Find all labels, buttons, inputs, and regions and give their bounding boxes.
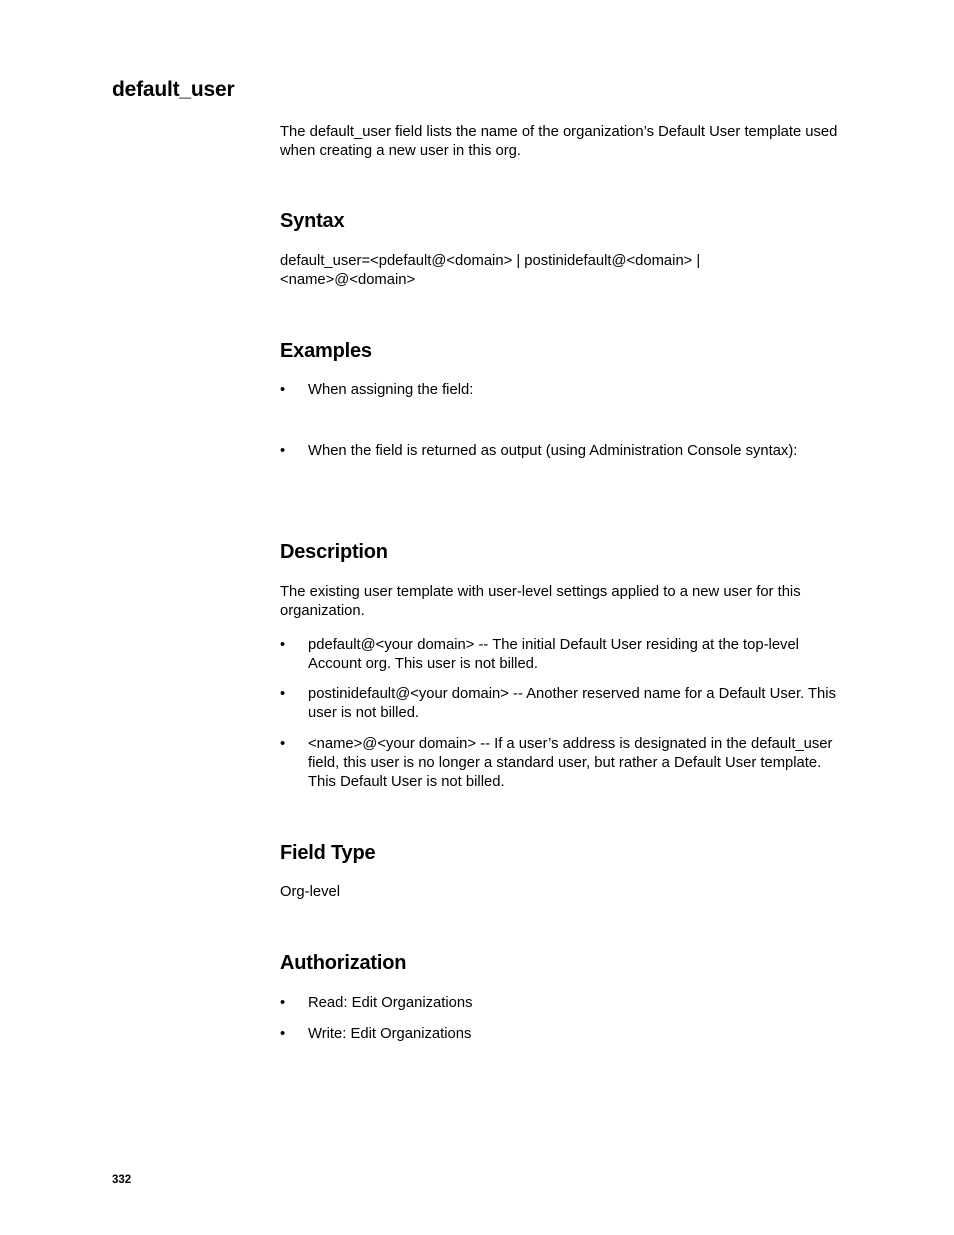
description-paragraph	[280, 583, 840, 621]
authorization-item-text: Write: Edit Organizations	[308, 1026, 472, 1042]
description-text: The existing user template with user-level settings applied to a new user for this organization.	[280, 584, 801, 619]
examples-item-text: When assigning the field:	[308, 382, 474, 398]
description-item-text: pdefault@<your domain> -- The initial Default User residing at the top-level Account org. This user is not billed.	[308, 637, 799, 672]
bullet-icon: •	[280, 995, 286, 1011]
authorization-heading: Authorization	[280, 952, 407, 974]
intro-text: The default_user field lists the name of the organization’s Default User template used when creating a new user in this org.	[280, 124, 838, 159]
intro-paragraph	[280, 123, 840, 161]
field-type-text: Org-level	[280, 884, 341, 900]
bullet-icon: •	[280, 686, 286, 702]
syntax-block	[280, 252, 840, 290]
page-title: default_user	[112, 78, 235, 101]
authorization-item-text: Read: Edit Organizations	[308, 995, 473, 1011]
examples-heading: Examples	[280, 340, 372, 362]
field-type-paragraph	[280, 883, 840, 902]
syntax-line-2: <name>@<domain>	[280, 272, 416, 288]
field-type-heading: Field Type	[280, 842, 376, 864]
page-number: 332	[112, 1174, 132, 1186]
syntax-heading: Syntax	[280, 210, 345, 232]
description-item-text: <name>@<your domain> -- If a user’s address is designated in the default_user field, this user is no longer a standard user, but rather a Default User template. This Default User is not billed.	[308, 736, 833, 790]
bullet-icon: •	[280, 443, 286, 459]
description-item-text: postinidefault@<your domain> -- Another reserved name for a Default User. This user is not billed.	[308, 686, 836, 721]
bullet-icon: •	[280, 382, 286, 398]
examples-item-text: When the field is returned as output (using Administration Console syntax):	[308, 443, 798, 459]
bullet-icon: •	[280, 736, 286, 752]
syntax-line-1: default_user=<pdefault@<domain> | postinidefault@<domain> |	[280, 253, 701, 269]
bullet-icon: •	[280, 637, 286, 653]
bullet-icon: •	[280, 1026, 286, 1042]
description-heading: Description	[280, 541, 388, 563]
